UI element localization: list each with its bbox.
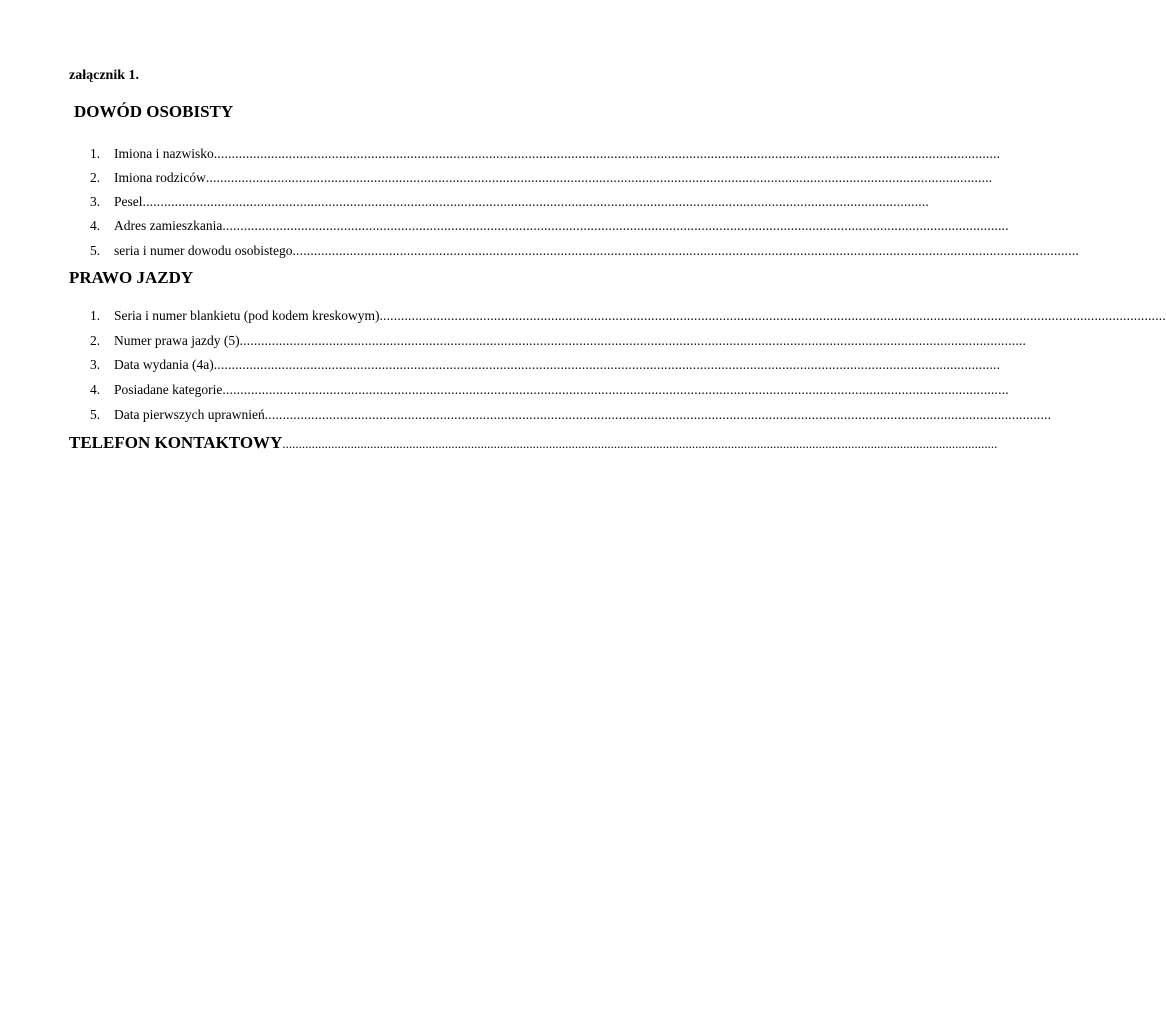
item-number: 4. [90, 382, 101, 397]
fill-line: ............................................................................................................................................................................................................................ [292, 243, 1079, 258]
item-number: 5. [90, 407, 101, 422]
item-number: 5. [90, 243, 101, 258]
fill-line: ............................................................................................................................................................................................................................ [282, 436, 998, 451]
list-item [90, 307, 1166, 325]
list-item [90, 242, 1079, 260]
contact-phone-label: TELEFON KONTAKTOWY [69, 433, 283, 452]
fill-line: ............................................................................................................................................................................................................................ [222, 218, 1009, 233]
fill-line: ............................................................................................................................................................................................................................ [222, 382, 1009, 397]
id-card-heading: DOWÓD OSOBISTY [74, 102, 234, 121]
field-label-parents-names: Imiona rodziców [114, 170, 206, 185]
fill-line: ............................................................................................................................................................................................................................ [205, 170, 993, 185]
item-number: 1. [90, 146, 101, 161]
driving-license-heading: PRAWO JAZDY [69, 268, 194, 287]
item-number: 1. [90, 308, 101, 323]
list-item [90, 145, 1001, 163]
fill-line: ............................................................................................................................................................................................................................ [213, 357, 1001, 372]
list-item [90, 217, 1009, 235]
field-label-first-license-date: Data pierwszych uprawnień [114, 407, 265, 422]
item-number: 3. [90, 357, 101, 372]
fill-line: ............................................................................................................................................................................................................................ [239, 333, 1027, 348]
item-number: 2. [90, 170, 101, 185]
item-number: 2. [90, 333, 101, 348]
fill-line: ............................................................................................................................................................................................................................ [213, 146, 1001, 161]
fill-line: ............................................................................................................................................................................................................................ [379, 308, 1166, 323]
list-item [90, 406, 1052, 424]
list-item [90, 356, 1001, 374]
field-label-license-number: Numer prawa jazdy (5) [114, 333, 240, 348]
attachment-label: załącznik 1. [69, 68, 139, 83]
field-label-names: Imiona i nazwisko [114, 146, 214, 161]
item-number: 4. [90, 218, 101, 233]
item-number: 3. [90, 194, 101, 209]
field-label-issue-date: Data wydania (4a) [114, 357, 214, 372]
list-item [90, 381, 1009, 399]
field-label-address: Adres zamieszkania [114, 218, 223, 233]
fill-line: ............................................................................................................................................................................................................................ [264, 407, 1052, 422]
fill-line: ............................................................................................................................................................................................................................ [142, 194, 929, 209]
list-item [90, 169, 993, 187]
field-label-pesel: Pesel [114, 194, 143, 209]
field-label-categories: Posiadane kategorie [114, 382, 223, 397]
field-label-blank-series: Seria i numer blankietu (pod kodem kreskowym) [114, 308, 380, 323]
list-item [90, 193, 929, 211]
list-item [90, 332, 1027, 350]
contact-phone-row [69, 432, 998, 454]
field-label-id-number: seria i numer dowodu osobistego [114, 243, 293, 258]
